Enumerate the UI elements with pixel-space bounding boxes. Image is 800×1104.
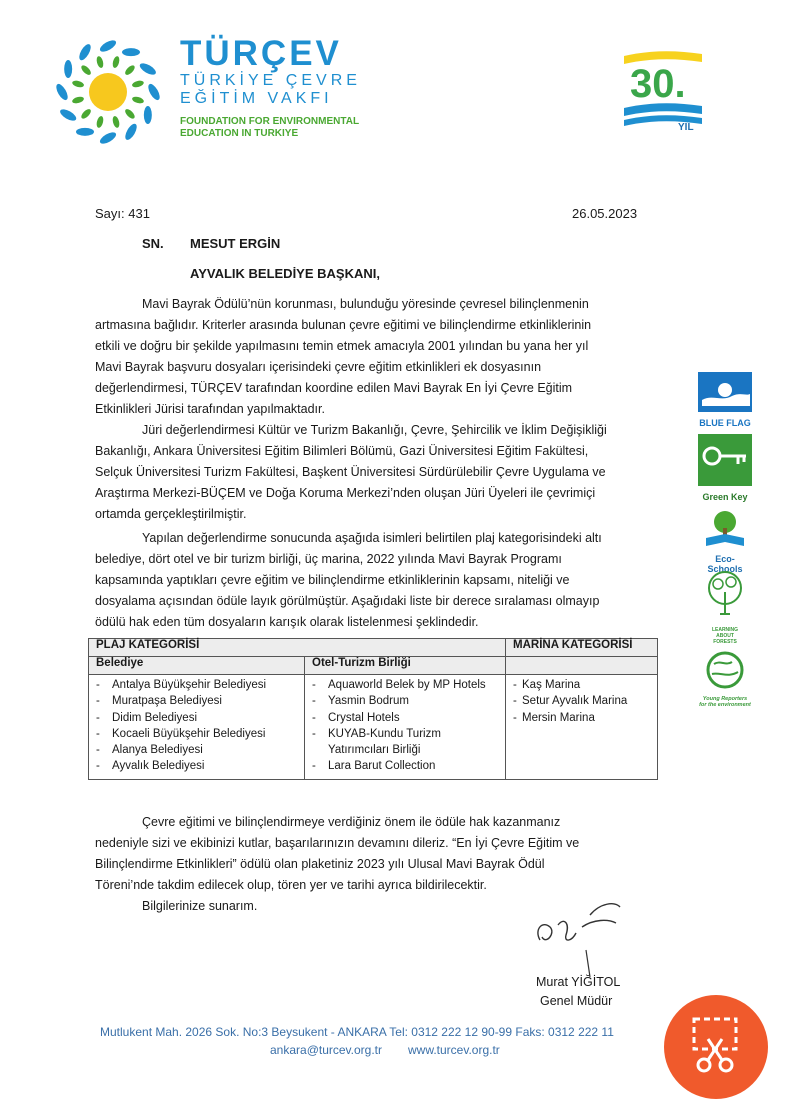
lear-label-line-1: LEARNING [711, 627, 739, 633]
paragraph-line: etkili ve doğru bir şekilde yapılmasını temin etmek amacıyla 2001 yılından bu yana her yıl [95, 339, 589, 353]
blue-flag-icon [698, 372, 752, 412]
beach-category-header: PLAJ KATEGORİSİ [89, 639, 506, 657]
paragraph-line: Jüri değerlendirmesi Kültür ve Turizm Bakanlığı, Çevre, Şehircilik ve İklim Değişikliği [142, 423, 607, 437]
table-subheader-row [89, 657, 658, 675]
paragraph-line: dosyalama açısından ödüle layık görülmüştür. Aşağıdaki liste bir derece sıralaması olmayıp [95, 594, 600, 608]
eco-schools-tree-book-icon [698, 508, 752, 548]
paragraph-line: Mavi Bayrak başvuru dosyaları içerisindeki çevre eğitim etkinlikleri ek dosyasının [95, 360, 542, 374]
list-item: - Mersin Marina [513, 710, 650, 726]
paragraph-line: Araştırma Merkezi-BÜÇEM ve Doğa Koruma Merkezi’nden oluşan Jüri Üyeleri ile çevrimiçi [95, 486, 596, 500]
list-item: - Alanya Belediyesi [96, 742, 297, 758]
turcev-emblem-logo [48, 32, 168, 152]
paragraph-1 [95, 294, 656, 420]
empty-subheader [506, 657, 658, 675]
paragraph-line: Mavi Bayrak Ödülü’nün korunması, bulunduğu yöresinde çevresel bilinçlenmenin [142, 297, 589, 311]
paragraph-line: Çevre eğitimi ve bilinçlendirmeye verdiğiniz önem ile ödüle hak kazanmanız [142, 815, 561, 829]
yre-label-line-1: Young Reporters [702, 696, 748, 702]
list-item: - Aquaworld Belek by MP Hotels [312, 677, 498, 693]
green-key-label: Green Key [702, 492, 748, 502]
footer-email: ankara@turcev.org.tr [270, 1043, 383, 1057]
lear-label-line-3: FORESTS [713, 639, 737, 645]
crop-scissors-button[interactable] [664, 995, 768, 1099]
list-item: - Crystal Hotels [312, 710, 498, 726]
paragraph-3 [95, 528, 656, 633]
footer-website: www.turcev.org.tr [408, 1043, 500, 1057]
hotel-subheader: Otel-Turizm Birliği [305, 657, 506, 675]
municipality-subheader: Belediye [89, 657, 305, 675]
anniversary-number: 30. [630, 62, 686, 106]
brand-en-line-1: FOUNDATION FOR ENVIRONMENTAL [180, 116, 360, 127]
closing-line: Bilgilerinize sunarım. [142, 899, 258, 913]
eco-schools-label: Eco-Schools [707, 554, 743, 574]
paragraph-line: belediye, dört otel ve bir turizm birliği, üç marina, 2022 yılında Mavi Bayrak Programı [95, 552, 562, 566]
handwritten-signature [520, 895, 630, 985]
list-item: - Didim Belediyesi [96, 710, 297, 726]
list-item: - Yasmin Bodrum [312, 693, 498, 709]
table-row [89, 675, 658, 780]
blue-flag-label: BLUE FLAG [699, 418, 751, 428]
list-item: - Lara Barut Collection [312, 758, 498, 774]
paragraph-line: Bilinçlendirme Etkinlikleri” ödülü olan plaketiniz 2023 yılı Ulusal Mavi Bayrak Ödül [95, 857, 545, 871]
reference-number: Sayı: 431 [95, 206, 150, 221]
list-item: - Kaş Marina [513, 677, 650, 693]
footer-address: Mutlukent Mah. 2026 Sok. No:3 Beysukent - ANKARA Tel: 0312 222 12 90-99 Faks: 0312 222 11 [100, 1025, 614, 1039]
paragraph-line: değerlendirmesi, TÜRÇEV tarafından koordine edilen Mavi Bayrak En İyi Çevre Eğitim [95, 381, 573, 395]
brand-line-2: EĞİTİM VAKFI [180, 90, 333, 107]
young-reporters-logo [698, 650, 752, 708]
paragraph-4 [95, 812, 656, 896]
paragraph-line: Etkinlikleri Jürisi tarafından yapılmaktadır. [95, 402, 325, 416]
hotel-list-cell [305, 675, 506, 780]
list-item: - Setur Ayvalık Marina [513, 693, 650, 709]
globe-icon [698, 650, 752, 690]
signatory-title: Genel Müdür [540, 994, 613, 1008]
signatory-name: Murat YİĞİTOL [536, 975, 621, 989]
yre-label-line-2: for the environment [699, 702, 751, 708]
scissors-crop-icon [664, 995, 768, 1099]
list-item: - KUYAB-Kundu Turizm Yatırımcıları Birliği [312, 726, 498, 759]
paragraph-line: ödülü hak eden tüm dosyaların karışık olarak listelenmesi şeklindedir. [95, 615, 479, 629]
awards-table [88, 638, 658, 780]
paragraph-line: artmasına bağlıdır. Kriterler arasında bulunan çevre eğitimi ve bilinçlendirme etkinliklerinin [95, 318, 592, 332]
recipient-position: AYVALIK BELEDİYE BAŞKANI, [190, 266, 380, 281]
brand-name: TÜRÇEV [180, 34, 342, 73]
green-key-logo [698, 434, 752, 502]
list-item: - Muratpaşa Belediyesi [96, 693, 297, 709]
paragraph-line: kapsamında yaptıkları çevre eğitim ve bilinçlendirme etkinliklerinin kapsamı, niteliği ve [95, 573, 570, 587]
eco-schools-logo [698, 508, 752, 574]
paragraph-2 [95, 420, 656, 525]
tree-icon [698, 568, 752, 624]
paragraph-line: Yapılan değerlendirme sonucunda aşağıda isimleri belirtilen plaj kategorisindeki altı [142, 531, 602, 545]
marina-list-cell [506, 675, 658, 780]
marina-category-header: MARİNA KATEGORİSİ [506, 639, 658, 657]
list-item: - Ayvalık Belediyesi [96, 758, 297, 774]
lear-label-line-2: ABOUT [716, 633, 734, 639]
paragraph-line: Selçuk Üniversitesi Turizm Fakültesi, Başkent Üniversitesi Sürdürülebilir Çevre Uygulama ve [95, 465, 606, 479]
paragraph-line: Töreni’nde takdim edilecek olup, tören yer ve tarihi ayrıca bildirilecektir. [95, 878, 487, 892]
brand-block [180, 36, 361, 140]
anniversary-logo [620, 48, 705, 138]
paragraph-line: ortamda gerçekleştirilmiştir. [95, 507, 247, 521]
blue-flag-logo [698, 372, 752, 428]
letter-date: 26.05.2023 [572, 206, 638, 221]
table-header-row [89, 639, 658, 657]
municipality-list-cell [89, 675, 305, 780]
paragraph-line: nedeniyle sizi ve ekibinizi kutlar, başarılarınızın devamını dileriz. “En İyi Çevre Eğitim ve [95, 836, 580, 850]
paragraph-line: Bakanlığı, Ankara Üniversitesi Eğitim Bilimleri Bölümü, Gazi Üniversitesi Eğitim Fakültesi, [95, 444, 589, 458]
learning-about-forests-logo [698, 568, 752, 645]
list-item: - Antalya Büyükşehir Belediyesi [96, 677, 297, 693]
recipient-title: SN. [142, 236, 164, 251]
recipient-name: MESUT ERGİN [190, 236, 281, 251]
green-key-icon [698, 434, 752, 486]
anniversary-word: YIL [678, 122, 694, 133]
brand-line-1: TÜRKİYE ÇEVRE [180, 72, 361, 89]
brand-en-line-2: EDUCATION IN TURKIYE [180, 128, 299, 139]
list-item: - Kocaeli Büyükşehir Belediyesi [96, 726, 297, 742]
